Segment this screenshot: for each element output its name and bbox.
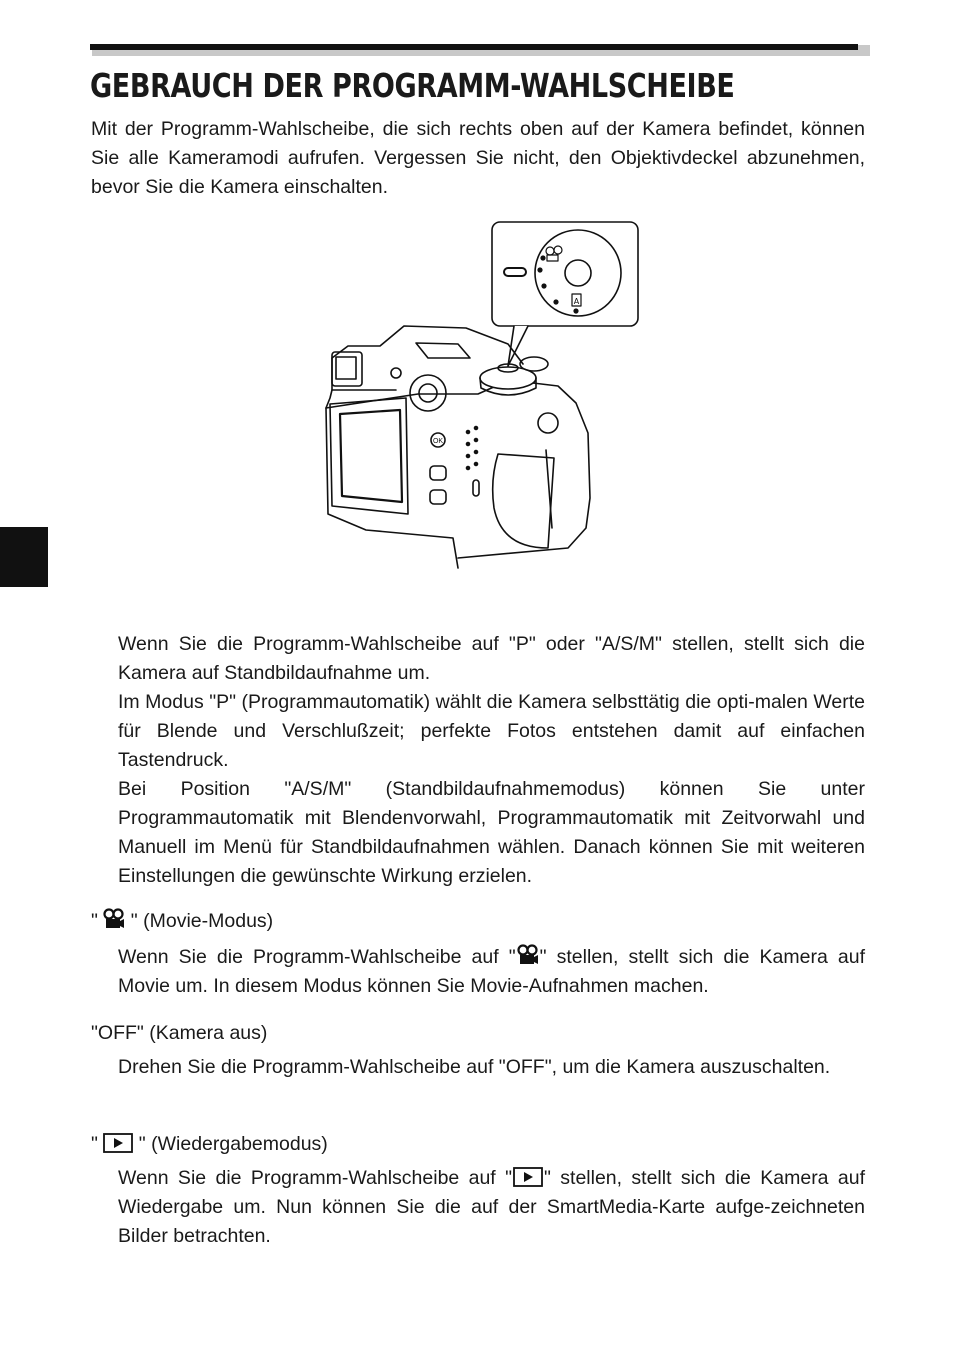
- intro-paragraph: Mit der Programm-Wahlscheibe, die sich rechts oben auf der Kamera befindet, können Sie alle Kameramodi aufrufen. Vergessen Sie nicht, den Objektivdeckel abzunehmen, bevor Sie die Kamera einschalten.: [91, 118, 865, 198]
- movie-mode-label: " " (Movie-Modus): [91, 910, 274, 932]
- camera-body: [326, 326, 590, 568]
- play-icon: [103, 1133, 133, 1153]
- page-title: GEBRAUCH DER PROGRAMM-WAHLSCHEIBE: [90, 66, 735, 105]
- playback-mode-label: " " (Wiedergabemodus): [91, 1133, 328, 1155]
- off-paragraph: Drehen Sie die Programm-Wahlscheibe auf "OFF", um die Kamera auszuschalten.: [118, 1056, 831, 1078]
- still-paragraph-2: Im Modus "P" (Programmautomatik) wählt die Kamera selbsttätig die opti-malen Werte für Blende und Verschlußzeit; perfekte Fotos entstehen damit auf einfachen Tastendruck.: [118, 691, 865, 771]
- movie-camera-icon: [103, 908, 125, 930]
- header-rule: [90, 44, 858, 50]
- play-icon: [512, 1167, 544, 1187]
- still-paragraph-1: Wenn Sie die Programm-Wahlscheibe auf "P" oder "A/S/M" stellen, stellt sich die Kamera auf Standbildaufnahme um.: [118, 633, 865, 684]
- dial-mark-label: A: [573, 297, 580, 306]
- playback-paragraph: Wenn Sie die Programm-Wahlscheibe auf " " stellen, stellt sich die Kamera auf Wiedergabe um. Nun können Sie die auf der SmartMedia-Karte aufge-zeichneten Bilder betrachten.: [118, 1167, 865, 1247]
- camera-illustration: [318, 218, 642, 570]
- movie-paragraph: Wenn Sie die Programm-Wahlscheibe auf " " stellen, stellt sich die Kamera auf Movie um. In diesem Modus können Sie Movie-Aufnahmen machen.: [118, 946, 865, 997]
- movie-camera-icon: [516, 944, 540, 966]
- still-paragraph-3: Bei Position "A/S/M" (Standbildaufnahmemodus) können Sie unter Programmautomatik mit Blendenvorwahl, Programmautomatik mit Zeitvorwahl und Manuell im Menü für Standbildaufnahmen wählen. Danach können Sie mit weiteren Einstellungen die gewünschte Wirkung erzielen.: [118, 778, 865, 887]
- callout-pointer: [508, 326, 528, 366]
- chapter-tab: [0, 527, 48, 587]
- svg-text:OK: OK: [432, 438, 444, 445]
- off-mode-label: "OFF" (Kamera aus): [91, 1022, 268, 1044]
